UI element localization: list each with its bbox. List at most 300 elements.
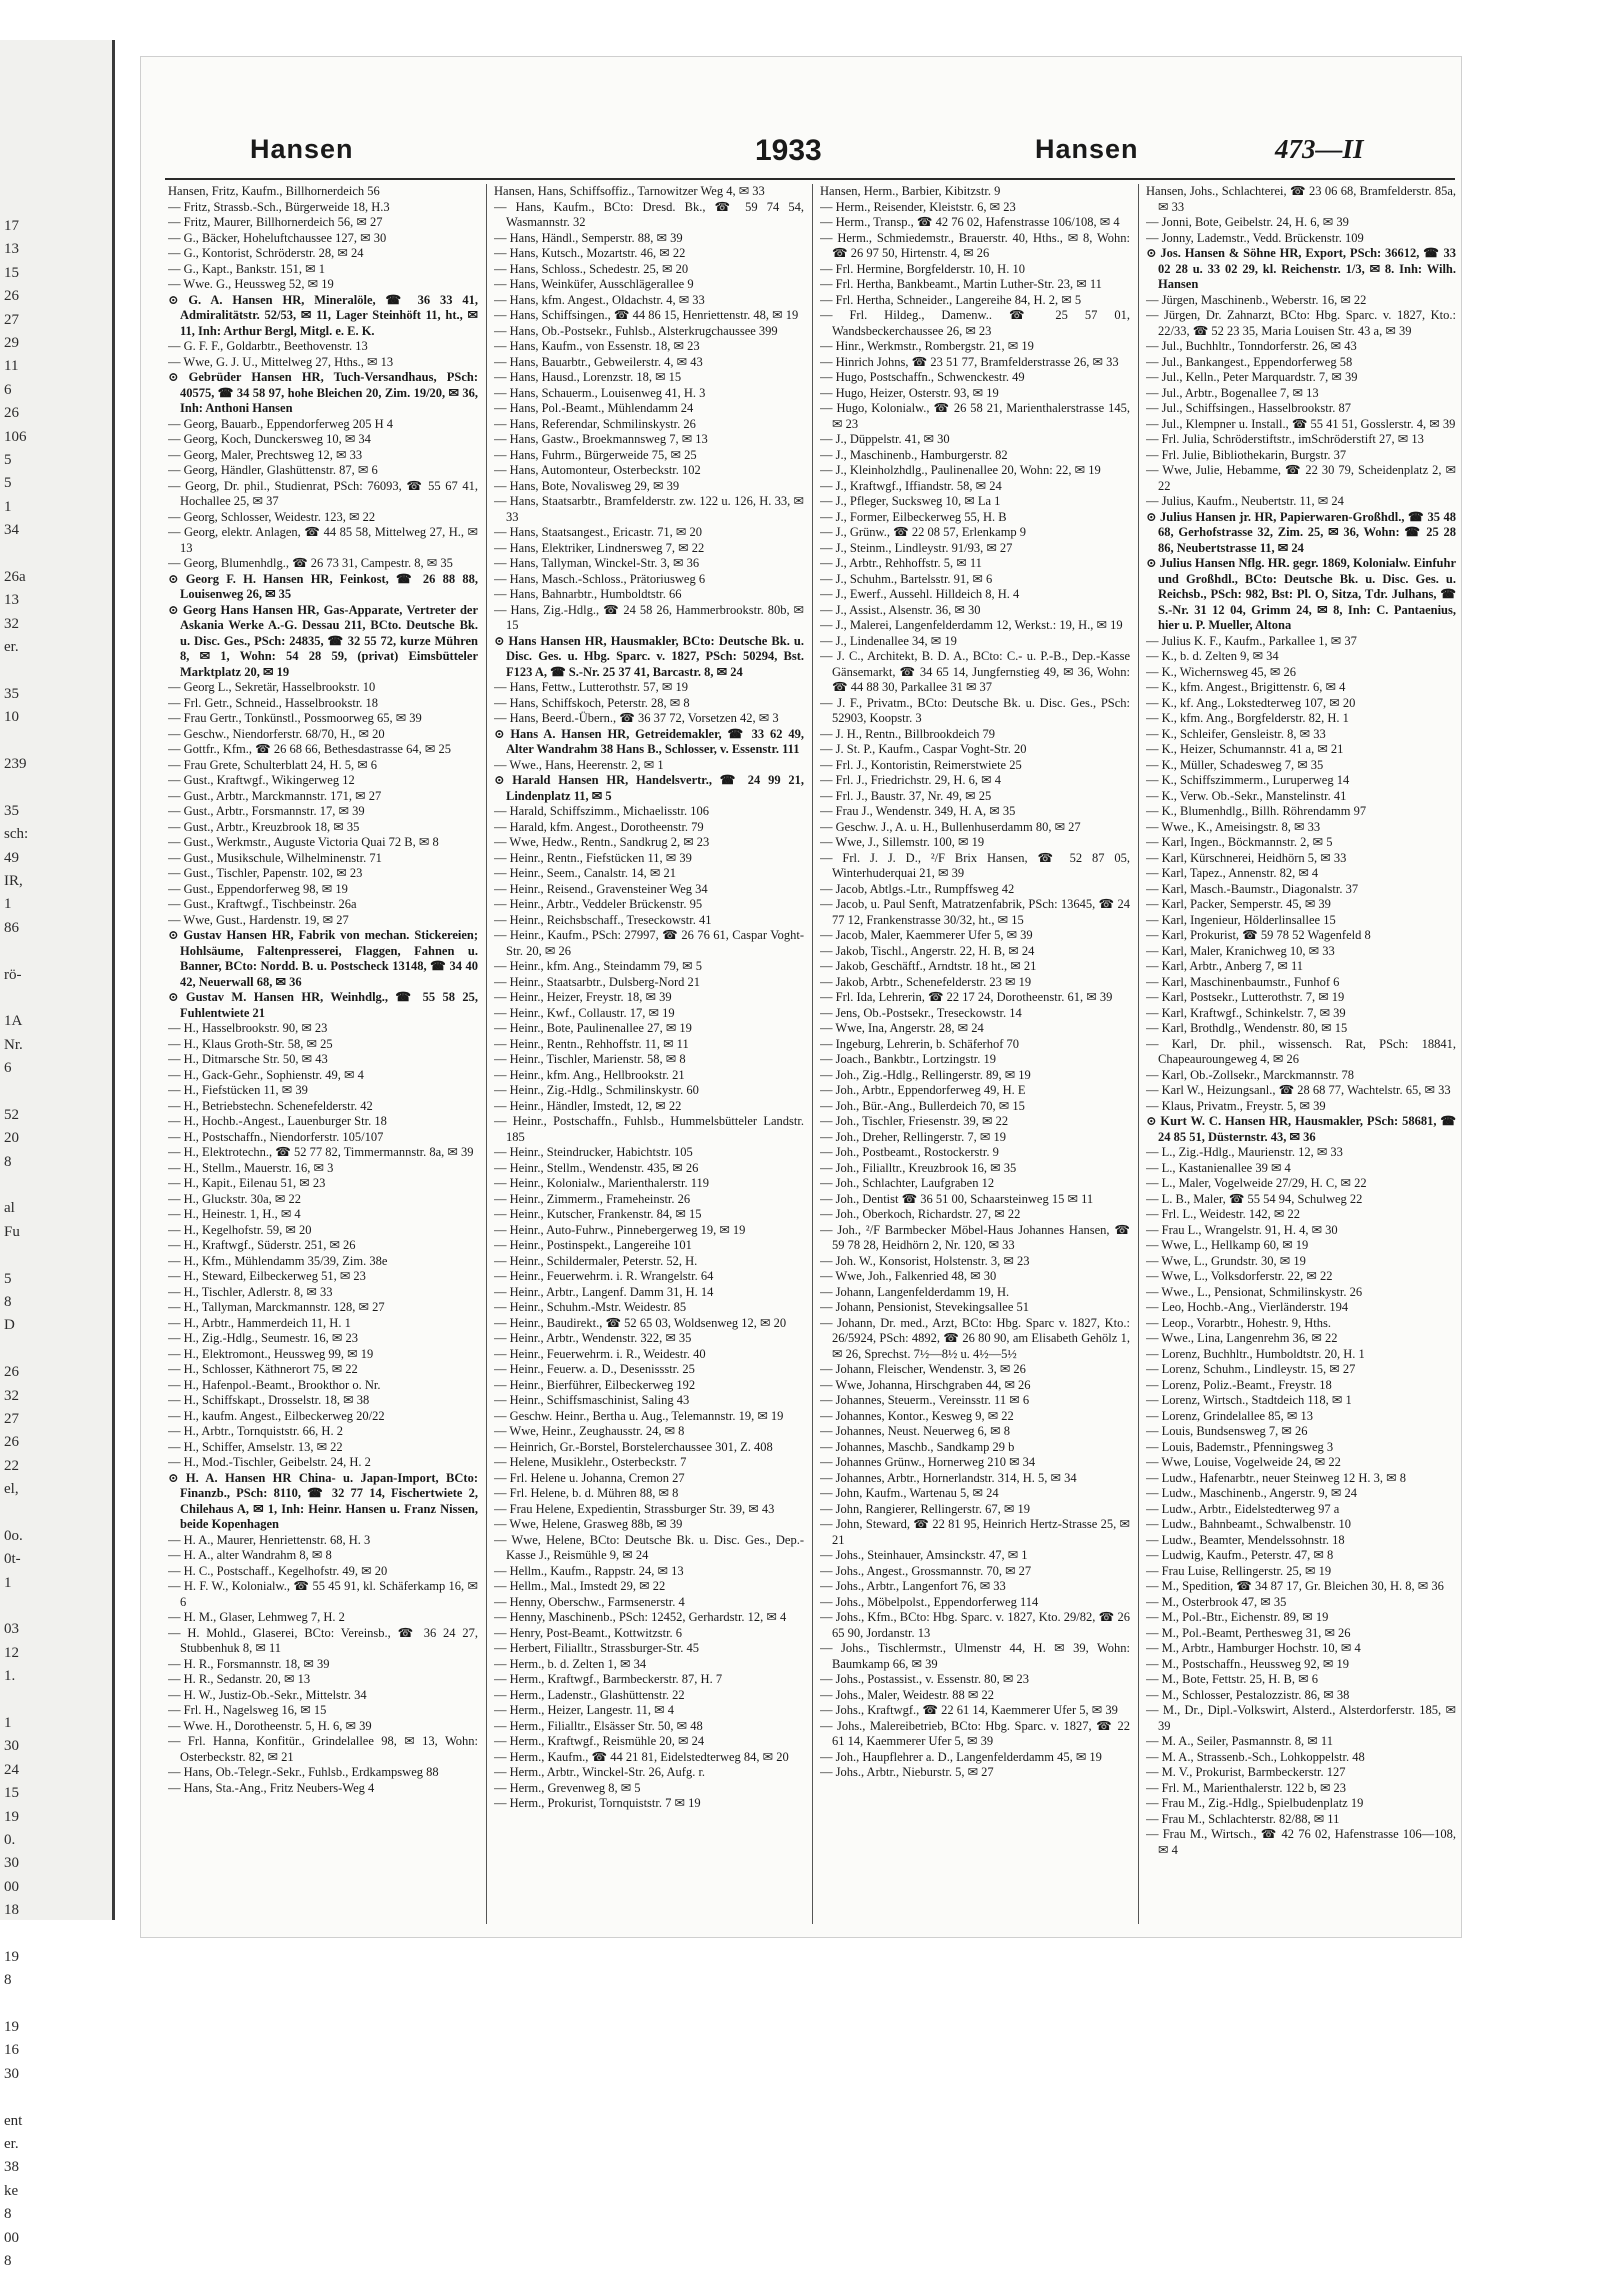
directory-entry: — Georg, Dr. phil., Studienrat, PSch: 76093, ☎ 55 67 41, Hochallee 25, ✉ 37 (168, 478, 478, 508)
stub-line: 30 (4, 2065, 19, 2082)
directory-entry: — Johannes, Neust. Neuerweg 6, ✉ 8 (820, 1424, 1010, 1438)
directory-entry: — Joh., ²/F Barmbecker Möbel-Haus Johannes Hansen, ☎ 59 78 28, Heidhörn 2, Nr. 120, ✉ 33 (820, 1222, 1130, 1252)
stub-line: 6 (4, 1060, 12, 1077)
directory-entry: — Herm., Ladenstr., Glashüttenstr. 22 (494, 1687, 685, 1702)
directory-entry: — Heinr., Zimmerm., Frameheinstr. 26 (494, 1191, 691, 1206)
directory-entry: — Hinr., Werkmstr., Rombergstr. 21, ✉ 19 (820, 339, 1034, 353)
directory-entry: — Jacob, Maler, Kaemmerer Ufer 5, ✉ 39 (820, 928, 1033, 942)
directory-entry: — Jacob, Abtlgs.-Ltr., Rumpffsweg 42 (820, 881, 1015, 896)
directory-entry: — Lorenz, Grindelallee 85, ✉ 13 (1146, 1408, 1314, 1423)
running-head-left: Hansen (250, 134, 354, 164)
directory-entry: — H., Heinestr. 1, H., ✉ 4 (168, 1207, 301, 1221)
stub-line: 5 (4, 1270, 12, 1287)
directory-entry: — Herm., b. d. Zelten 1, ✉ 34 (494, 1656, 647, 1671)
directory-entry: — Gust., Eppendorferweg 98, ✉ 19 (168, 881, 348, 896)
stub-line: IR, (4, 872, 23, 889)
stub-line: 34 (4, 522, 19, 539)
directory-entry: — Georg L., Sekretär, Hasselbrookstr. 10 (168, 680, 376, 694)
directory-entry: — Harald, kfm. Angest., Dorotheenstr. 79 (494, 819, 704, 834)
directory-entry: — J., Former, Eilbeckerweg 55, H. B (820, 509, 1007, 524)
directory-entry: — Ludw., Hafenarbtr., neuer Steinweg 12 H. 3, ✉ 8 (1146, 1470, 1406, 1485)
directory-entry: — Frl. Hertha, Schneider., Langereihe 84, H. 2, ✉ 5 (820, 292, 1082, 307)
directory-entry: — Johann, Fleischer, Wendenstr. 3, ✉ 26 (820, 1362, 1026, 1376)
stub-line: 1 (4, 896, 12, 913)
directory-entry: — H., Ditmarsche Str. 50, ✉ 43 (168, 1052, 328, 1066)
directory-entry: — Frl. J. J. D., ²/F Brix Hansen, ☎ 52 87 05, Winterhuderquai 21, ✉ 39 (820, 850, 1130, 880)
directory-entry: — Karl, Prokurist, ☎ 59 78 52 Wagenfeld 8 (1146, 928, 1371, 942)
stub-line: el, (4, 1481, 19, 1498)
directory-entry: — M., Schlosser, Pestalozzistr. 86, ✉ 38 (1146, 1687, 1350, 1702)
directory-entry: — Gust., Arbtr., Marckmannstr. 171, ✉ 27 (168, 788, 382, 803)
directory-entry: — H. Mohld., Glaserei, BCto: Vereinsb., ☎ 36 24 27, Stubbenhuk 8, ✉ 11 (168, 1625, 478, 1655)
directory-entry: — Helene, Musiklehr., Osterbeckstr. 7 (494, 1455, 687, 1469)
directory-entry: — Hans, Kutsch., Mozartstr. 46, ✉ 22 (494, 246, 686, 260)
directory-entry: — J., Arbtr., Rehhoffstr. 5, ✉ 11 (820, 556, 982, 570)
stub-line: 26a (4, 568, 26, 585)
directory-entry: — Heinr., Reisend., Gravensteiner Weg 34 (494, 881, 708, 896)
directory-entry: — Wwe, Helene, BCto: Deutsche Bk. u. Disc. Ges., Dep.-Kasse J., Reismühle 9, ✉ 24 (494, 1532, 804, 1562)
directory-entry: — Karl, Ob.-Zollsekr., Marckmannstr. 78 (1146, 1067, 1354, 1082)
stub-line: rö- (4, 966, 22, 983)
stub-line: 1 (4, 1574, 12, 1591)
directory-entry: — Julius, Kaufm., Neubertstr. 11, ✉ 24 (1146, 494, 1344, 508)
directory-entry: — Ingeburg, Lehrerin, b. Schäferhof 70 (820, 1036, 1020, 1051)
directory-entry: — Heinr., Postschaffn., Fuhlsb., Hummelsbütteler Landstr. 185 (494, 1114, 804, 1144)
directory-entry: — Frau Helene, Expedientin, Strassburger Str. 39, ✉ 43 (494, 1501, 775, 1516)
directory-entry: — Johs., Maler, Weidestr. 88 ✉ 22 (820, 1687, 994, 1702)
directory-entry: — L., Kastanienallee 39 ✉ 4 (1146, 1160, 1291, 1175)
stub-line (4, 1923, 104, 1946)
directory-entry: — Hans, Referendar, Schmilinskystr. 26 (494, 416, 696, 431)
directory-entry: — Wwe, Louise, Vogelweide 24, ✉ 22 (1146, 1455, 1341, 1469)
directory-entry: — H. R., Forsmannstr. 18, ✉ 39 (168, 1656, 330, 1671)
directory-entry: — Heinr., Postinspekt., Langereihe 101 (494, 1238, 692, 1252)
directory-entry: — Wwe., K., Ameisingstr. 8, ✉ 33 (1146, 819, 1321, 834)
directory-entry: — Leo, Hochb.-Ang., Vierländerstr. 194 (1146, 1300, 1349, 1314)
directory-entry: — Herm., Kraftwgf., Barmbeckerstr. 87, H. 7 (494, 1672, 723, 1686)
directory-entry: — H., Postschaffn., Niendorferstr. 105/107 (168, 1129, 384, 1144)
directory-entry: — Herm., Filialltr., Elsässer Str. 50, ✉ 48 (494, 1718, 703, 1733)
directory-entry: — Wwe., L., Pensionat, Schmilinskystr. 26 (1146, 1284, 1363, 1299)
directory-entry: — Joh., Bür.-Ang., Bullerdeich 70, ✉ 15 (820, 1098, 1025, 1113)
directory-entry: — Heinr., Arbtr., Wendenstr. 322, ✉ 35 (494, 1331, 692, 1345)
directory-entry: — M., Dr., Dipl.-Volkswirt, Alsterd., Alsterdorferstr. 185, ✉ 39 (1146, 1703, 1456, 1733)
directory-entry: — Geschw. J., A. u. H., Bullenhuserdamm 80, ✉ 27 (820, 819, 1081, 834)
page-header (165, 134, 1455, 180)
directory-entry: — J., Kraftwgf., Iffiandstr. 58, ✉ 24 (820, 478, 1002, 493)
directory-entry: — K., kfm. Angest., Brigittenstr. 6, ✉ 4 (1146, 680, 1346, 694)
directory-entry: — Frl. Hildeg., Damenw.. ☎ 25 57 01, Wandsbeckerchaussee 26, ✉ 23 (820, 308, 1130, 338)
directory-entry: — H. W., Justiz-Ob.-Sekr., Mittelstr. 34 (168, 1687, 367, 1702)
directory-entry: — K., b. d. Zelten 9, ✉ 34 (1146, 649, 1279, 663)
stub-line (4, 1595, 104, 1618)
directory-entry: — Frau M., Schlachterstr. 82/88, ✉ 11 (1146, 1811, 1340, 1826)
directory-entry: — Hans, Bauarbtr., Gebweilerstr. 4, ✉ 43 (494, 354, 703, 369)
directory-entry: — Hans, kfm. Angest., Oldachstr. 4, ✉ 33 (494, 292, 705, 307)
directory-entry: — Heinr., Rentn., Rehhoffstr. 11, ✉ 11 (494, 1036, 689, 1051)
directory-entry: — Frl. H., Nagelsweg 16, ✉ 15 (168, 1703, 327, 1717)
directory-entry: — J., Lindenallee 34, ✉ 19 (820, 633, 957, 648)
directory-entry: — G., Kontorist, Schröderstr. 28, ✉ 24 (168, 246, 364, 260)
stub-line: 239 (4, 755, 27, 772)
stub-line: 1 (4, 1715, 12, 1731)
directory-entry: — Johs., Kraftwgf., ☎ 22 61 14, Kaemmerer Ufer 5, ✉ 39 (820, 1703, 1118, 1717)
stub-line: 22 (4, 1457, 19, 1474)
directory-columns (168, 184, 1456, 1924)
directory-entry: — Frau Grete, Schulterblatt 24, H. 5, ✉ 6 (168, 757, 378, 772)
directory-entry: — Hans, Beerd.-Übern., ☎ 36 37 72, Vorsetzen 42, ✉ 3 (494, 711, 779, 725)
directory-entry: — H., Hasselbrookstr. 90, ✉ 23 (168, 1021, 328, 1035)
stub-line: al (4, 1200, 15, 1217)
directory-entry: — Gust., Arbtr., Forsmannstr. 17, ✉ 39 (168, 804, 365, 818)
directory-entry: — Frau J., Wendenstr. 349, H. A, ✉ 35 (820, 804, 1016, 818)
directory-entry: — Hans, Bahnarbtr., Humboldtstr. 66 (494, 587, 682, 601)
directory-entry: — Jul., Bankangest., Eppendorferweg 58 (1146, 354, 1353, 369)
directory-entry: — Frl. L., Weidestr. 142, ✉ 22 (1146, 1207, 1301, 1221)
directory-entry: — Heinr., Staatsarbtr., Dulsberg-Nord 21 (494, 974, 700, 989)
directory-entry: — Karl, Brothdlg., Wendenstr. 80, ✉ 15 (1146, 1021, 1348, 1035)
directory-entry: — Hans, Händl., Semperstr. 88, ✉ 39 (494, 230, 683, 245)
directory-entry: — H., Elektromont., Heussweg 99, ✉ 19 (168, 1346, 374, 1361)
directory-entry: — Heinr., Baudirekt., ☎ 52 65 03, Woldsenweg 12, ✉ 20 (494, 1315, 787, 1330)
directory-entry: — H., Mod.-Tischler, Geibelstr. 24, H. 2 (168, 1455, 371, 1469)
directory-entry: — Gottfr., Kfm., ☎ 26 68 66, Bethesdastrasse 64, ✉ 25 (168, 742, 451, 756)
directory-entry: — Heinr., Feuerwehrm. i. R. Wrangelstr. 64 (494, 1269, 714, 1283)
directory-entry: — Georg, Bauarb., Eppendorferweg 205 H 4 (168, 416, 394, 431)
directory-entry: — J., Schuhm., Bartelsstr. 91, ✉ 6 (820, 571, 993, 586)
stub-line: 18 (4, 1902, 19, 1919)
directory-entry: — Karl, Kürschnerei, Heidhörn 5, ✉ 33 (1146, 850, 1347, 865)
directory-entry: — Jakob, Tischl., Angerstr. 22, H. B, ✉ 24 (820, 943, 1035, 958)
directory-entry: — Ludw., Maschinenb., Angerstr. 9, ✉ 24 (1146, 1486, 1358, 1500)
stub-line: 1A (4, 1013, 23, 1030)
directory-entry: — Joh., Arbtr., Eppendorferweg 49, H. E (820, 1083, 1026, 1097)
directory-entry: — Karl, Maler, Kranichweg 10, ✉ 33 (1146, 943, 1335, 958)
directory-entry: — Heinr., Schuhm.-Mstr. Weidestr. 85 (494, 1300, 687, 1314)
directory-entry: — Hans, Staatsarbtr., Bramfelderstr. zw. 122 u. 126, H. 33, ✉ 33 (494, 494, 804, 524)
stub-line: 0o. (4, 1527, 23, 1544)
directory-entry: — Karl, Masch.-Baumstr., Diagonalstr. 37 (1146, 881, 1359, 896)
directory-entry: — Hans, Schiffskoch, Peterstr. 28, ✉ 8 (494, 695, 690, 710)
directory-entry: — Hellm., Kaufm., Rappstr. 24, ✉ 13 (494, 1563, 684, 1578)
stub-line: er. (4, 639, 19, 656)
stub-line: 12 (4, 1644, 19, 1661)
stub-line: 8 (4, 2206, 12, 2223)
stub-line: 1. (4, 1668, 16, 1685)
stub-line (4, 730, 104, 753)
directory-entry: — Johs., Malereibetrieb, BCto: Hbg. Sparc. v. 1827, ☎ 22 61 14, Kaemmerer Ufer 5, ✉ 39 (820, 1718, 1130, 1748)
directory-entry: — Johannes, Maschb., Sandkamp 29 b (820, 1439, 1015, 1454)
directory-entry: — Leop., Vorarbtr., Hohestr. 9, Hths. (1146, 1315, 1331, 1330)
directory-entry: — Johs., Tischlermstr., Ulmenstr 44, H. ✉ 39, Wohn: Baumkamp 66, ✉ 39 (820, 1641, 1130, 1671)
stub-line: 03 (4, 1621, 19, 1638)
directory-entry: — Georg, Koch, Dunckersweg 10, ✉ 34 (168, 432, 371, 446)
directory-entry: — Hans, Schloss., Schedestr. 25, ✉ 20 (494, 261, 689, 276)
directory-entry: — J., Malerei, Langenfelderdamm 12, Werkst.: 19, H., ✉ 19 (820, 618, 1123, 632)
directory-entry: — Heinr., Schildermaler, Peterstr. 52, H. (494, 1253, 698, 1268)
directory-entry: — Hans, Schauerm., Louisenweg 41, H. 3 (494, 385, 706, 400)
directory-entry: — G. F. F., Goldarbtr., Beethovenstr. 13 (168, 339, 368, 353)
stub-line: 26 (4, 405, 19, 422)
stub-line: Nr. (4, 1036, 23, 1053)
directory-entry: — H., kaufm. Angest., Eilbeckerweg 20/22 (168, 1408, 385, 1423)
directory-entry: — Herm., Arbtr., Winckel-Str. 26, Aufg. r. (494, 1765, 706, 1779)
stub-line: 19 (4, 2019, 19, 2036)
directory-entry: — Gust., Tischler, Papenstr. 102, ✉ 23 (168, 866, 363, 880)
directory-entry: — Heinr., Kaufm., PSch: 27997, ☎ 26 76 61, Caspar Voght-Str. 20, ✉ 26 (494, 928, 804, 958)
previous-page-edge (0, 40, 115, 2269)
stub-line (4, 1689, 104, 1712)
directory-entry: — Lorenz, Poliz.-Beamt., Freystr. 18 (1146, 1377, 1332, 1392)
directory-entry: — Hans, Sta.-Ang., Fritz Neubers-Weg 4 (168, 1780, 375, 1795)
directory-entry: — Jürgen, Dr. Zahnarzt, BCto: Hbg. Sparc. v. 1827, Kto.: 22/33, ☎ 52 23 35, Maria Louisen Str. 43 a, ✉ 39 (1146, 308, 1456, 338)
directory-entry: — H., Gluckstr. 30a, ✉ 22 (168, 1191, 302, 1206)
stub-line: 8 (4, 1153, 12, 1170)
directory-entry: — Johann, Dr. med., Arzt, BCto: Hbg. Sparc v. 1827, Kto.: 26/5924, PSch: 4892, ☎ 26 80 90, am Elisabeth Gehölz 1, ✉ 26, Sprechst. 7½—8½ u. 4½—5½ (820, 1315, 1130, 1361)
directory-entry: — K., kf. Ang., Lokstedterweg 107, ✉ 20 (1146, 695, 1356, 710)
stub-line: 35 (4, 802, 19, 819)
directory-entry: — Heinr., Feuerwehrm. i. R., Weidestr. 40 (494, 1346, 706, 1361)
directory-entry: — Hans, Pol.-Beamt., Mühlendamm 24 (494, 401, 694, 415)
directory-entry: — J. St. P., Kaufm., Caspar Voght-Str. 20 (820, 742, 1027, 756)
stub-line: D (4, 1317, 15, 1334)
firm-entry: ⊙ Georg F. H. Hansen HR, Feinkost, ☎ 26 88 88, Louisenweg 26, ✉ 35 (168, 571, 478, 601)
directory-entry: — H., Hafenpol.-Beamt., Brookthor o. Nr. (168, 1377, 381, 1392)
directory-entry: — Louis, Bademstr., Pfenningsweg 3 (1146, 1439, 1334, 1454)
directory-entry: — Hans, Ob.-Telegr.-Sekr., Fuhlsb., Erdkampsweg 88 (168, 1765, 439, 1779)
directory-entry: — Hans, Zig.-Hdlg., ☎ 24 58 26, Hammerbrookstr. 80b, ✉ 15 (494, 602, 804, 632)
directory-entry: — H., Tallyman, Marckmannstr. 128, ✉ 27 (168, 1300, 385, 1314)
directory-entry: — Karl, Kraftwgf., Schinkelstr. 7, ✉ 39 (1146, 1005, 1346, 1020)
directory-entry: — Frl. Helene u. Johanna, Cremon 27 (494, 1470, 685, 1485)
directory-entry: — Henny, Maschinenb., PSch: 12452, Gerhardstr. 12, ✉ 4 (494, 1610, 787, 1624)
stub-line: 32 (4, 615, 19, 632)
directory-entry: — H., Schiffskapt., Drosselstr. 18, ✉ 38 (168, 1393, 370, 1407)
directory-entry: — H., Elektrotechn., ☎ 52 77 82, Timmermannstr. 8a, ✉ 39 (168, 1145, 474, 1159)
directory-entry: — Karl, Ingenieur, Hölderlinsallee 15 (1146, 912, 1336, 927)
directory-entry: — Jonni, Bote, Geibelstr. 24, H. 6, ✉ 39 (1146, 215, 1349, 229)
firm-entry: ⊙ G. A. Hansen HR, Mineralöle, ☎ 36 33 41, Admiralitätstr. 52/53, ✉ 11, Lager Steinhöft 11, ht., ✉ 11, Inh: Arthur Bergl, Mitgl. e. E. K. (168, 292, 478, 338)
directory-entry: — G., Kapt., Bankstr. 151, ✉ 1 (168, 261, 325, 276)
directory-entry: — Johs., Postassist., v. Essenstr. 80, ✉ 23 (820, 1672, 1029, 1686)
directory-entry: — Heinr., Auto-Fuhrw., Pinnebergerweg 19, ✉ 19 (494, 1222, 746, 1237)
directory-entry: — Frau Gertr., Tonkünstl., Possmoorweg 65, ✉ 39 (168, 711, 422, 725)
directory-entry: — Heinr., kfm. Ang., Hellbrookstr. 21 (494, 1067, 685, 1082)
directory-entry: — M., Spedition, ☎ 34 87 17, Gr. Bleichen 30, H. 8, ✉ 36 (1146, 1579, 1444, 1593)
stub-line: 26 (4, 1364, 19, 1381)
directory-entry: — H., Schlosser, Käthnerort 75, ✉ 22 (168, 1362, 358, 1376)
stub-line: 8 (4, 1972, 12, 1989)
directory-entry: — Herm., Kaufm., ☎ 44 21 81, Eidelstedterweg 84, ✉ 20 (494, 1749, 789, 1764)
firm-entry: ⊙ Hans Hansen HR, Hausmakler, BCto: Deutsche Bk. u. Disc. Ges. u. Hbg. Sparc. v. 1827, PSch: 50294, Bst. F123 A, ☎ S.-Nr. 25 37 41, Barcastr. 8, ✉ 24 (494, 633, 804, 679)
directory-entry: — Frl. Julia, Schröderstiftstr., imSchröderstift 27, ✉ 13 (1146, 432, 1424, 446)
stub-line: 15 (4, 264, 19, 281)
stub-line: 30 (4, 1855, 19, 1872)
directory-entry: — Georg, elektr. Anlagen, ☎ 44 85 58, Mittelweg 27, H., ✉ 13 (168, 525, 478, 555)
directory-entry: — Henry, Post-Beamt., Kottwitzstr. 6 (494, 1625, 683, 1640)
directory-entry: — Frl. J., Friedrichstr. 29, H. 6, ✉ 4 (820, 773, 1001, 787)
directory-entry: — Heinrich, Gr.-Borstel, Borstelerchaussee 301, Z. 408 (494, 1439, 773, 1454)
directory-entry: — Johann, Pensionist, Stevekingsallee 51 (820, 1300, 1030, 1314)
stub-line (4, 1993, 104, 2016)
directory-entry: — M. A., Strassenb.-Sch., Lohkoppelstr. 48 (1146, 1749, 1365, 1764)
directory-entry: — Johs., Steinhauer, Amsinckstr. 47, ✉ 1 (820, 1548, 1028, 1562)
header-rule (165, 178, 1455, 180)
directory-entry: — Heinr., kfm. Ang., Steindamm 79, ✉ 5 (494, 959, 703, 973)
directory-entry: — Herm., Reisender, Kleiststr. 6, ✉ 23 (820, 199, 1016, 214)
directory-entry: — John, Kaufm., Wartenau 5, ✉ 24 (820, 1486, 999, 1500)
directory-entry: — K., Blumenhdlg., Billh. Röhrendamm 97 (1146, 804, 1367, 818)
directory-entry: — Lorenz, Schuhm., Lindleystr. 15, ✉ 27 (1146, 1362, 1356, 1376)
directory-entry: — Ludw., Beamter, Mendelssohnstr. 18 (1146, 1532, 1345, 1547)
directory-entry: — J. H., Rentn., Billbrookdeich 79 (820, 726, 995, 741)
directory-entry: — H. A., Maurer, Henriettenstr. 68, H. 3 (168, 1532, 371, 1547)
stub-line: Fu (4, 1223, 20, 1240)
stub-line: 20 (4, 1130, 19, 1147)
directory-entry: — H., Hochb.-Angest., Lauenburger Str. 18 (168, 1114, 387, 1128)
directory-entry: — K., kfm. Ang., Borgfelderstr. 82, H. 1 (1146, 711, 1349, 725)
directory-entry: — Johs., Arbtr., Nieburstr. 5, ✉ 27 (820, 1765, 994, 1779)
directory-entry: — Jonny, Lademstr., Vedd. Brückenstr. 109 (1146, 230, 1364, 245)
stub-line: 27 (4, 1410, 19, 1427)
directory-entry: — Heinr., Tischler, Marienstr. 58, ✉ 8 (494, 1052, 686, 1066)
firm-entry: ⊙ H. A. Hansen HR China- u. Japan-Import, BCto: Finanzb., PSch: 8110, ☎ 32 77 14, Fischertwiete 2, Chilehaus A, ✉ 1, Inh: Heinr. Hansen u. Franz Nissen, beide Kopenhagen (168, 1470, 478, 1531)
directory-entry: — Karl, Arbtr., Anberg 7, ✉ 11 (1146, 959, 1303, 973)
stub-line (4, 659, 104, 682)
directory-entry: — L., Zig.-Hdlg., Maurienstr. 12, ✉ 33 (1146, 1145, 1343, 1159)
directory-entry: — Frau M., Wirtsch., ☎ 42 76 02, Hafenstrasse 106—108, ✉ 4 (1146, 1827, 1456, 1857)
stub-line: 1 (4, 498, 12, 515)
directory-entry: — Karl, Maschinenbaumstr., Funhof 6 (1146, 974, 1340, 989)
directory-entry: — M., Pol.-Beamt, Perthesweg 31, ✉ 26 (1146, 1625, 1351, 1640)
directory-entry: — Herm., Transp., ☎ 42 76 02, Hafenstrasse 106/108, ✉ 4 (820, 215, 1120, 229)
stub-line: ke (4, 2182, 19, 2199)
directory-entry: — Frl. Helene, b. d. Mühren 88, ✉ 8 (494, 1486, 679, 1500)
directory-entry: — Wwe, Julie, Hebamme, ☎ 22 30 79, Scheidenplatz 2, ✉ 22 (1146, 463, 1456, 493)
stub-line: 38 (4, 2159, 19, 2176)
directory-entry: — Frl. Ida, Lehrerin, ☎ 22 17 24, Dorotheenstr. 61, ✉ 39 (820, 990, 1113, 1004)
stub-line: 29 (4, 334, 19, 351)
directory-entry: — M. A., Seiler, Pasmannstr. 8, ✉ 11 (1146, 1734, 1333, 1748)
firm-entry: ⊙ Gustav M. Hansen HR, Weinhdlg., ☎ 55 58 25, Fuhlentwiete 21 (168, 990, 478, 1020)
stub-line: 0t- (4, 1551, 21, 1568)
directory-entry: — Johannes, Steuerm., Vereinsstr. 11 ✉ 6 (820, 1393, 1030, 1407)
stub-line: 86 (4, 919, 19, 936)
directory-entry: — Heinr., Kwf., Collaustr. 17, ✉ 19 (494, 1005, 675, 1020)
directory-entry: — M., Postschaffn., Heussweg 92, ✉ 19 (1146, 1656, 1349, 1671)
directory-entry: — Frl. Julie, Bibliothekarin, Burgstr. 37 (1146, 447, 1347, 462)
directory-entry: — H., Klaus Groth-Str. 58, ✉ 25 (168, 1036, 333, 1051)
directory-entry: — H., Kapit., Eilenau 51, ✉ 23 (168, 1176, 326, 1190)
running-head-right: Hansen (1035, 134, 1139, 164)
directory-entry: — K., Schleifer, Gensleistr. 8, ✉ 33 (1146, 726, 1326, 741)
stub-line (4, 1080, 104, 1103)
directory-entry: — Hans, Schiffsingen., ☎ 44 86 15, Henriettenstr. 48, ✉ 19 (494, 308, 799, 322)
directory-entry: — Herm., Kraftwgf., Reismühle 20, ✉ 24 (494, 1734, 705, 1748)
directory-entry: — Heinr., Seem., Canalstr. 14, ✉ 21 (494, 866, 676, 880)
directory-entry: — Wwe, Ina, Angerstr. 28, ✉ 24 (820, 1021, 984, 1035)
stub-line: 8 (4, 2252, 12, 2269)
stub-line: 00 (4, 1878, 19, 1895)
directory-entry: — Karl, Postsekr., Lutterothstr. 7, ✉ 19 (1146, 990, 1345, 1004)
stub-line: 15 (4, 1785, 19, 1802)
directory-entry: — K., Heizer, Schumannstr. 41 a, ✉ 21 (1146, 742, 1344, 756)
column-3 (820, 184, 1130, 1924)
stub-line (4, 1174, 104, 1197)
directory-entry: — Jakob, Geschäftf., Arndtstr. 18 ht., ✉ 21 (820, 959, 1037, 973)
directory-entry: — Hans, Masch.-Schloss., Prätoriusweg 6 (494, 571, 706, 586)
directory-entry: — Wwe, L., Grundstr. 30, ✉ 19 (1146, 1253, 1306, 1268)
page-number: 473—II (1275, 134, 1364, 164)
stub-line (4, 1501, 104, 1524)
directory-entry: — Geschw., Niendorferstr. 68/70, H., ✉ 20 (168, 726, 385, 741)
firm-entry: ⊙ Kurt W. C. Hansen HR, Hausmakler, PSch: 58681, ☎ 24 85 51, Düsternstr. 43, ✉ 36 (1146, 1114, 1456, 1144)
directory-entry: — M., Osterbrook 47, ✉ 35 (1146, 1594, 1287, 1609)
stub-line: 19 (4, 1948, 19, 1965)
stub-line: 24 (4, 1761, 19, 1778)
directory-entry: — Johannes, Arbtr., Hornerlandstr. 314, H. 5, ✉ 34 (820, 1470, 1077, 1485)
directory-entry: — Wwe, Heinr., Zeughausstr. 24, ✉ 8 (494, 1424, 685, 1438)
directory-entry: — Lorenz, Wirtsch., Stadtdeich 118, ✉ 1 (1146, 1393, 1352, 1407)
column-divider (812, 184, 813, 1924)
directory-entry: — Wwe. G., Heussweg 52, ✉ 19 (168, 277, 334, 291)
directory-entry: — Heinr., Arbtr., Langenf. Damm 31, H. 14 (494, 1284, 714, 1299)
directory-entry: — Georg, Schlosser, Weidestr. 123, ✉ 22 (168, 509, 376, 524)
directory-entry: — H., Tischler, Adlerstr. 8, ✉ 33 (168, 1284, 333, 1299)
column-4 (1146, 184, 1456, 1924)
directory-entry: — Karl, Packer, Semperstr. 45, ✉ 39 (1146, 897, 1331, 911)
directory-entry: — Hans, Weinküfer, Ausschlägerallee 9 (494, 277, 694, 291)
stub-line (4, 1338, 104, 1361)
directory-entry: — M., Pol.-Btr., Eichenstr. 89, ✉ 19 (1146, 1610, 1329, 1624)
directory-entry: — Klaus, Privatm., Freystr. 5, ✉ 39 (1146, 1098, 1326, 1113)
directory-entry: — J., Pfleger, Sucksweg 10, ✉ La 1 (820, 494, 1001, 508)
directory-entry: — Karl W., Heizungsanl., ☎ 28 68 77, Wachtelstr. 65, ✉ 33 (1146, 1083, 1451, 1097)
directory-entry: — Joh. W., Konsorist, Holstenstr. 3, ✉ 23 (820, 1253, 1030, 1268)
stub-line: 27 (4, 311, 19, 328)
directory-entry: — Fritz, Maurer, Billhornerdeich 56, ✉ 27 (168, 215, 383, 229)
directory-entry: — Hans, Elektriker, Lindnersweg 7, ✉ 22 (494, 540, 705, 555)
directory-entry: — Hans, Fettw., Lutterothstr. 57, ✉ 19 (494, 680, 689, 694)
directory-entry: — H., Gack-Gehr., Sophienstr. 49, ✉ 4 (168, 1067, 364, 1082)
directory-entry: — Wwe, J., Sillemstr. 100, ✉ 19 (820, 835, 985, 849)
directory-entry: — Frl. Hanna, Konfitür., Grindelallee 98, ✉ 13, Wohn: Osterbeckstr. 82, ✉ 21 (168, 1734, 478, 1764)
directory-entry: — Heinr., Stellm., Wendenstr. 435, ✉ 26 (494, 1160, 699, 1175)
directory-entry: — H., Steward, Eilbeckerweg 51, ✉ 23 (168, 1269, 366, 1283)
directory-entry: — Hugo, Kolonialw., ☎ 26 58 21, Marienthalerstrasse 145, ✉ 23 (820, 401, 1130, 431)
column-2 (494, 184, 804, 1924)
stub-line: 13 (4, 241, 19, 258)
directory-entry: Hansen, Hans, Schiffsoffiz., Tarnowitzer Weg 4, ✉ 33 (494, 184, 765, 198)
directory-entry: — J. F., Privatm., BCto: Deutsche Bk. u. Disc. Ges., PSch: 52903, Koopstr. 3 (820, 695, 1130, 725)
directory-entry: — G., Bäcker, Hoheluftchaussee 127, ✉ 30 (168, 230, 387, 245)
stub-line: 30 (4, 1738, 19, 1755)
firm-entry: ⊙ Hans A. Hansen HR, Getreidemakler, ☎ 33 62 49, Alter Wandrahm 38 Hans B., Schlosser, v. Essenstr. 111 (494, 726, 804, 756)
directory-entry: — Gust., Musikschule, Wilhelminenstr. 71 (168, 850, 382, 865)
directory-entry: — Heinr., Händler, Imstedt, 12, ✉ 22 (494, 1098, 682, 1113)
directory-entry: — Wwe, Joh., Falkenried 48, ✉ 30 (820, 1269, 997, 1283)
directory-entry: — Frl. Getr., Schneid., Hasselbrookstr. 18 (168, 695, 379, 710)
firm-entry: ⊙ Jos. Hansen & Söhne HR, Export, PSch: 36612, ☎ 33 02 28 u. 33 02 29, kl. Reichenstr. 1/3, ✉ 8. Inh: Wilh. Hansen (1146, 246, 1456, 291)
directory-entry: — Wwe, Hedw., Rentn., Sandkrug 2, ✉ 23 (494, 835, 710, 849)
directory-entry: — John, Steward, ☎ 22 81 95, Heinrich Hertz-Strasse 25, ✉ 21 (820, 1517, 1130, 1547)
firm-entry: ⊙ Georg Hans Hansen HR, Gas-Apparate, Vertreter der Askania Werke A.-G. Dessau 211, BCto. Deutsche Bk. u. Disc. Ges., PSch: 24835, ☎ 32 55 72, kurze Mühren 8, ✉ 1, Wohn: 54 28 59, (privat) Eimsbütteler Marktplatz 20, ✉ 19 (168, 602, 478, 679)
stub-line (4, 1244, 104, 1267)
year-label: 1933 (755, 134, 822, 167)
directory-entry: — Heinr., Rentn., Fiefstücken 11, ✉ 39 (494, 850, 692, 865)
firm-entry: ⊙ Harald Hansen HR, Handelsvertr., ☎ 24 99 21, Lindenplatz 11, ✉ 5 (494, 773, 804, 803)
directory-entry: Hansen, Johs., Schlachterei, ☎ 23 06 68, Bramfelderstr. 85a, ✉ 33 (1146, 184, 1456, 214)
